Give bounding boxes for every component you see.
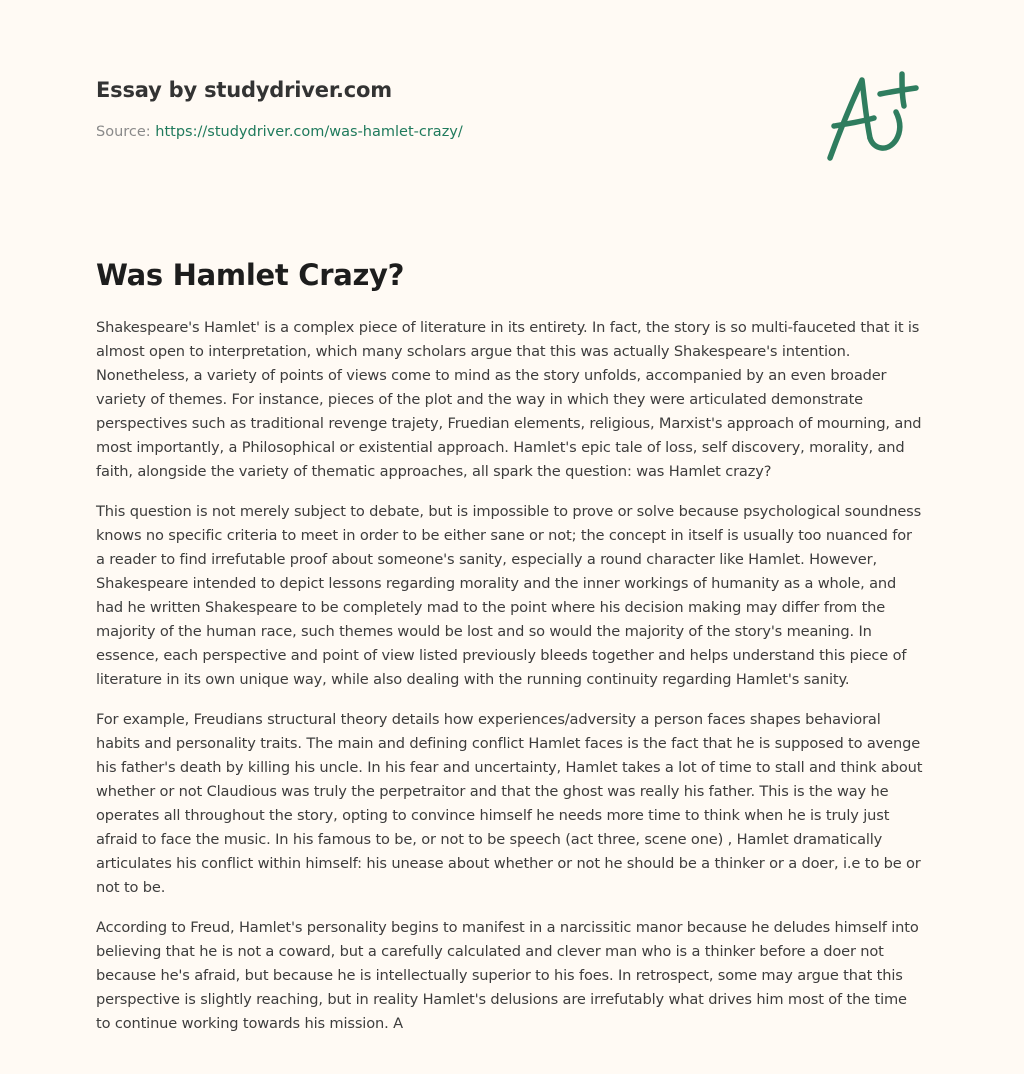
essay-paragraph: This question is not merely subject to debate, but is impossible to prove or solve because psychological soundness knows no specific criteria to meet in order to be either sane or not; the concept in itself is usually too nuanced for a reader to find irrefutable proof about someone's sanity, especially a round character like Hamlet. However, Shakespeare intended to depict lessons regarding morality and the inner workings of humanity as a whole, and had he written Shakespeare to be completely mad to the point where his decision making may differ from the majority of the human race, such themes would be lost and so would the majority of the story's meaning. In essence, each perspective and point of view listed previously bleeds together and helps understand this piece of literature in its own unique way, while also dealing with the running continuity regarding Hamlet's sanity. bbox=[96, 503, 922, 688]
source-label: Source: bbox=[96, 124, 156, 140]
essay-paragraph: According to Freud, Hamlet's personality begins to manifest in a narcissitic manor because he deludes himself into believing that he is not a coward, but a carefully calculated and clever man who is a thinker before a doer not because he's afraid, but because he is intellectually superior to his foes. In retrospect, some may argue that this perspective is slightly reaching, but in reality Hamlet's delusions are irrefutably what drives him most of the time to continue working towards his mission. A bbox=[96, 919, 919, 1032]
source-line bbox=[96, 122, 796, 142]
source-link[interactable]: https://studydriver.com/was-hamlet-crazy/ bbox=[155, 124, 463, 140]
essay-paragraph: Shakespeare's Hamlet' is a complex piece of literature in its entirety. In fact, the story is so multi-fauceted that it is almost open to interpretation, which many scholars argue that this was actually Shakespeare's intention. Nonetheless, a variety of points of views come to mind as the story unfolds, accompanied by an even broader variety of themes. For instance, pieces of the plot and the way in which they were articulated demonstrate perspectives such as traditional revenge trajety, Fruedian elements, religious, Marxist's approach of mourning, and most importantly, a Philosophical or existential approach. Hamlet's epic tale of loss, self discovery, morality, and faith, alongside the variety of thematic approaches, all spark the question: was Hamlet crazy? bbox=[96, 319, 922, 480]
essay-header bbox=[96, 76, 796, 142]
a-plus-grade-icon bbox=[820, 66, 930, 166]
site-title: Essay by studydriver.com bbox=[96, 78, 392, 102]
essay-title: Was Hamlet Crazy? bbox=[96, 258, 405, 292]
essay-body bbox=[96, 316, 924, 1052]
essay-paragraph: For example, Freudians structural theory details how experiences/adversity a person faces shapes behavioral habits and personality traits. The main and defining conflict Hamlet faces is the fact that he is supposed to avenge his father's death by killing his uncle. In his fear and uncertainty, Hamlet takes a lot of time to stall and think about whether or not Claudious was truly the perpetraitor and that the ghost was really his father. This is the way he operates all throughout the story, opting to convince himself he needs more time to think when he is truly just afraid to face the music. In his famous to be, or not to be speech (act three, scene one) , Hamlet dramatically articulates his conflict within himself: his unease about whether or not he should be a thinker or a doer, i.e to be or not to be. bbox=[96, 711, 923, 896]
